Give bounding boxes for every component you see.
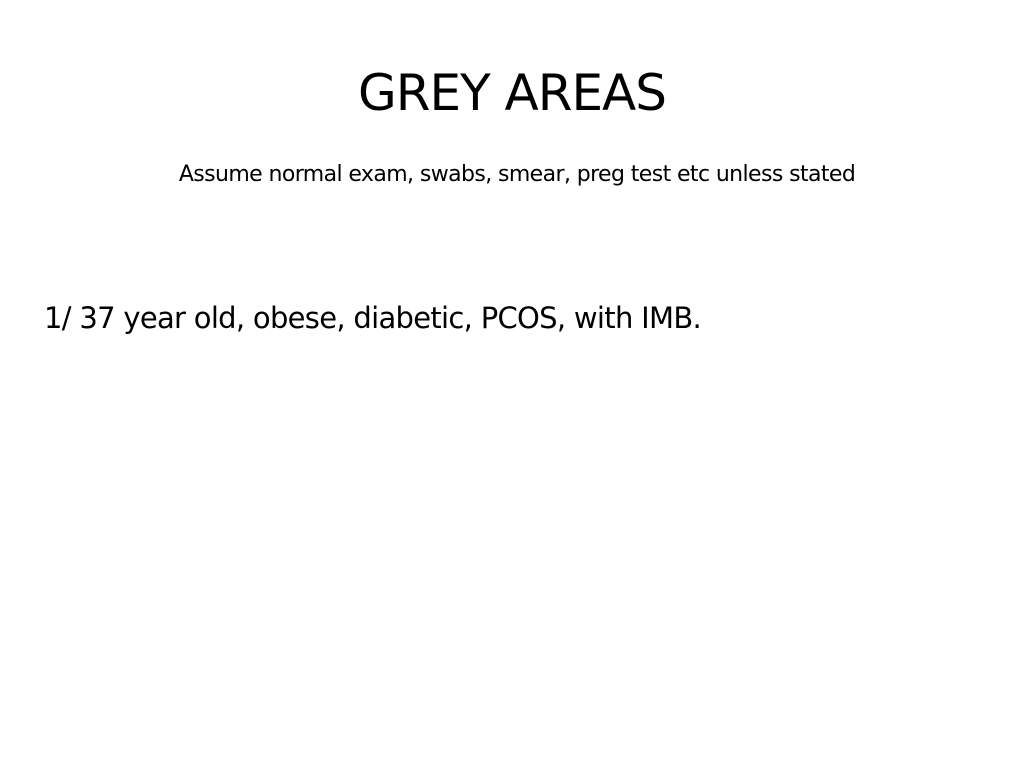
slide-title: GREY AREAS xyxy=(358,64,666,122)
slide-subtitle: Assume normal exam, swabs, smear, preg test etc unless stated xyxy=(178,162,856,187)
case-list xyxy=(44,297,1004,339)
case-item: 1/ 37 year old, obese, diabetic, PCOS, with IMB. xyxy=(44,301,702,335)
